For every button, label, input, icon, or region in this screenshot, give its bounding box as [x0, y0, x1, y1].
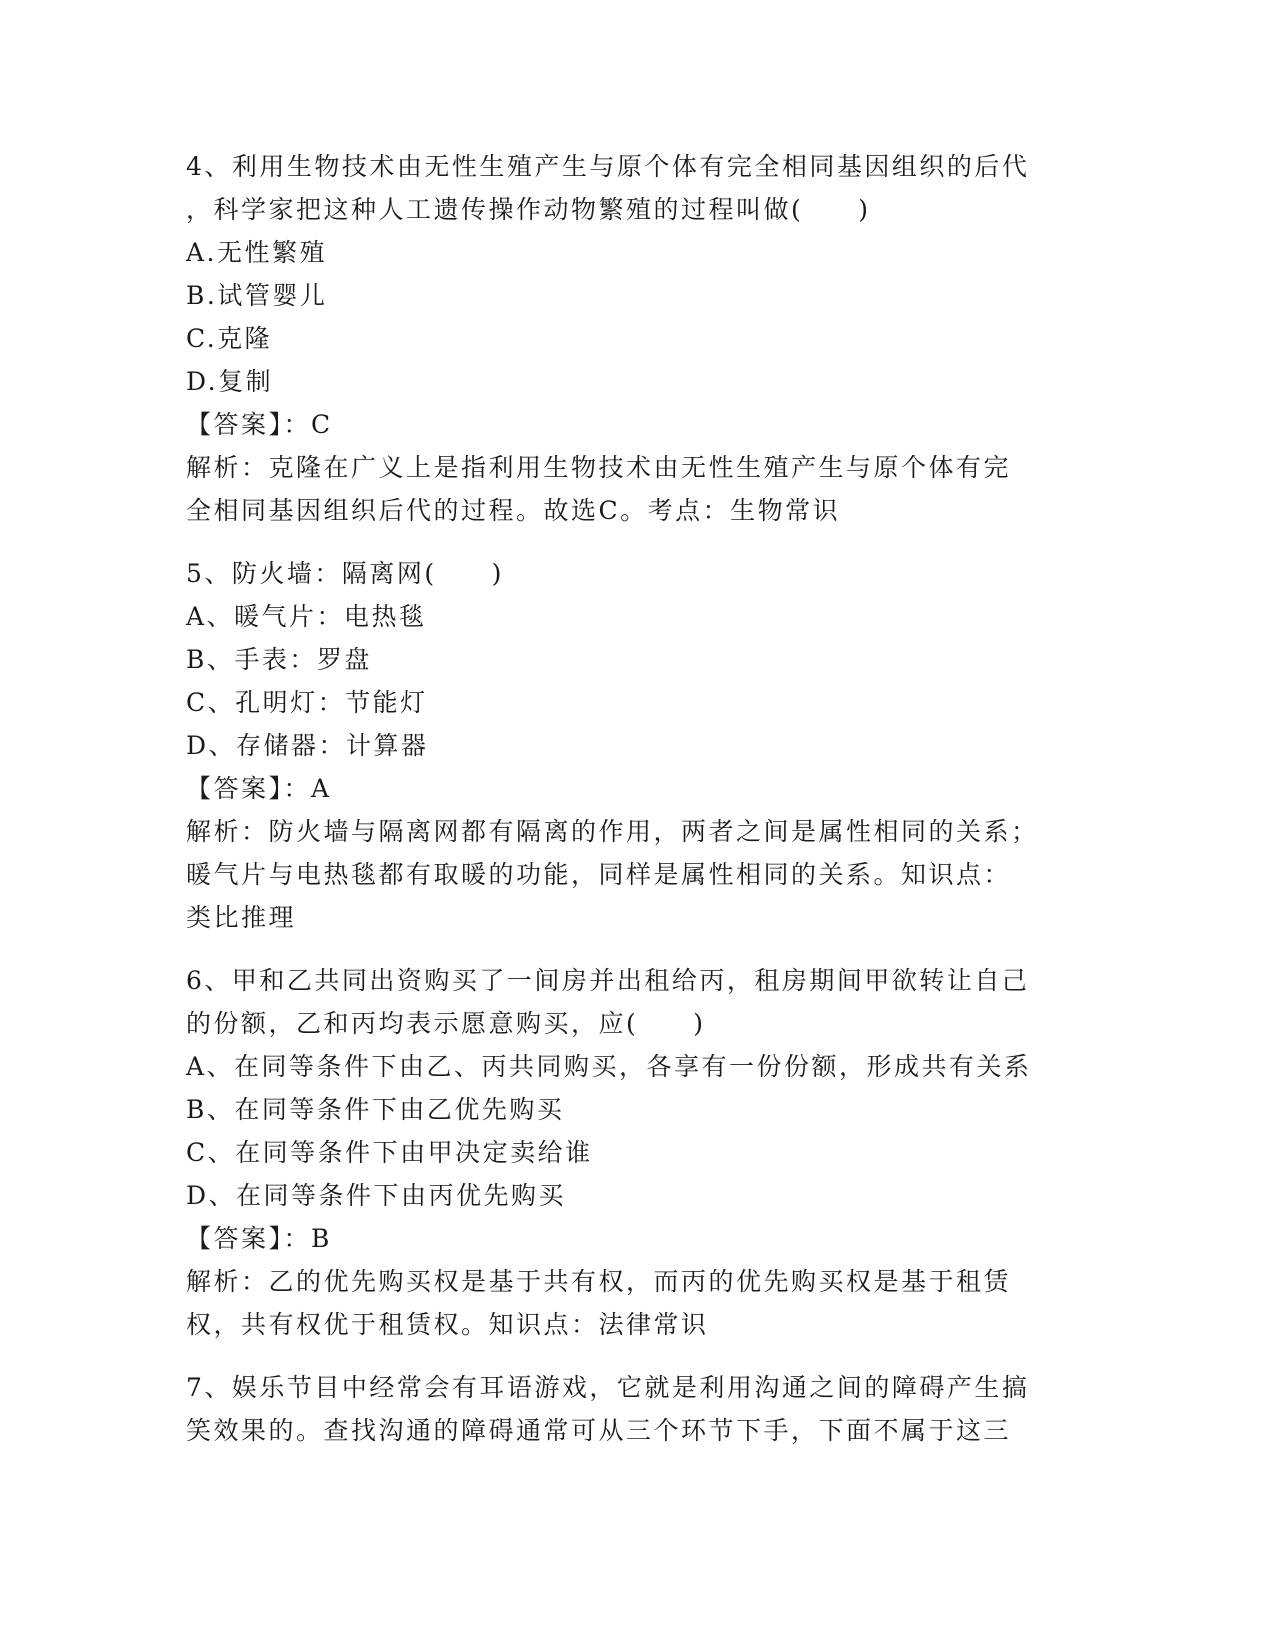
question-stem: 5、防火墙：隔离网( ) [186, 559, 504, 588]
option-c: C、在同等条件下由甲决定卖给谁 [186, 1138, 593, 1167]
question-5 [186, 552, 1086, 939]
option-b: B.试管婴儿 [186, 281, 328, 310]
analysis: 权，共有权优于租赁权。知识点：法律常识 [186, 1310, 709, 1339]
option-b: B、在同等条件下由乙优先购买 [186, 1095, 565, 1124]
analysis: 解析：克隆在广义上是指利用生物技术由无性生殖产生与原个体有完 [186, 453, 1012, 482]
option-d: D.复制 [186, 367, 274, 396]
question-stem: 笑效果的。查找沟通的障碍通常可从三个环节下手，下面不属于这三 [186, 1416, 1012, 1445]
analysis: 解析：防火墙与隔离网都有隔离的作用，两者之间是属性相同的关系； [186, 817, 1039, 846]
analysis: 暖气片与电热毯都有取暖的功能，同样是属性相同的关系。知识点： [186, 860, 1012, 889]
question-stem: 的份额，乙和丙均表示愿意购买，应( ) [186, 1009, 706, 1038]
spacer [186, 1346, 1086, 1366]
question-stem: 4、利用生物技术由无性生殖产生与原个体有完全相同基因组织的后代 [186, 152, 1030, 181]
question-6 [186, 959, 1086, 1346]
analysis: 全相同基因组织后代的过程。故选C。考点：生物常识 [186, 496, 841, 525]
question-stem: 7、娱乐节目中经常会有耳语游戏，它就是利用沟通之间的障碍产生搞 [186, 1373, 1030, 1402]
answer: 【答案】：A [186, 774, 332, 803]
question-stem: 6、甲和乙共同出资购买了一间房并出租给丙，租房期间甲欲转让自己 [186, 966, 1030, 995]
analysis: 解析：乙的优先购买权是基于共有权，而丙的优先购买权是基于租赁 [186, 1267, 1012, 1296]
question-7 [186, 1366, 1086, 1452]
question-4 [186, 145, 1086, 532]
option-c: C.克隆 [186, 324, 273, 353]
document-page [186, 145, 1086, 1452]
option-b: B、手表：罗盘 [186, 645, 372, 674]
question-stem: ，科学家把这种人工遗传操作动物繁殖的过程叫做( ) [186, 195, 871, 224]
analysis: 类比推理 [186, 903, 297, 932]
spacer [186, 532, 1086, 552]
option-a: A、暖气片：电热毯 [186, 602, 427, 631]
option-d: D、存储器：计算器 [186, 731, 429, 760]
option-a: A、在同等条件下由乙、丙共同购买，各享有一份份额，形成共有关系 [186, 1052, 1032, 1081]
answer: 【答案】：B [186, 1224, 332, 1253]
option-c: C、孔明灯：节能灯 [186, 688, 428, 717]
option-a: A.无性繁殖 [186, 238, 328, 267]
option-d: D、在同等条件下由丙优先购买 [186, 1181, 567, 1210]
answer: 【答案】：C [186, 410, 333, 439]
spacer [186, 939, 1086, 959]
